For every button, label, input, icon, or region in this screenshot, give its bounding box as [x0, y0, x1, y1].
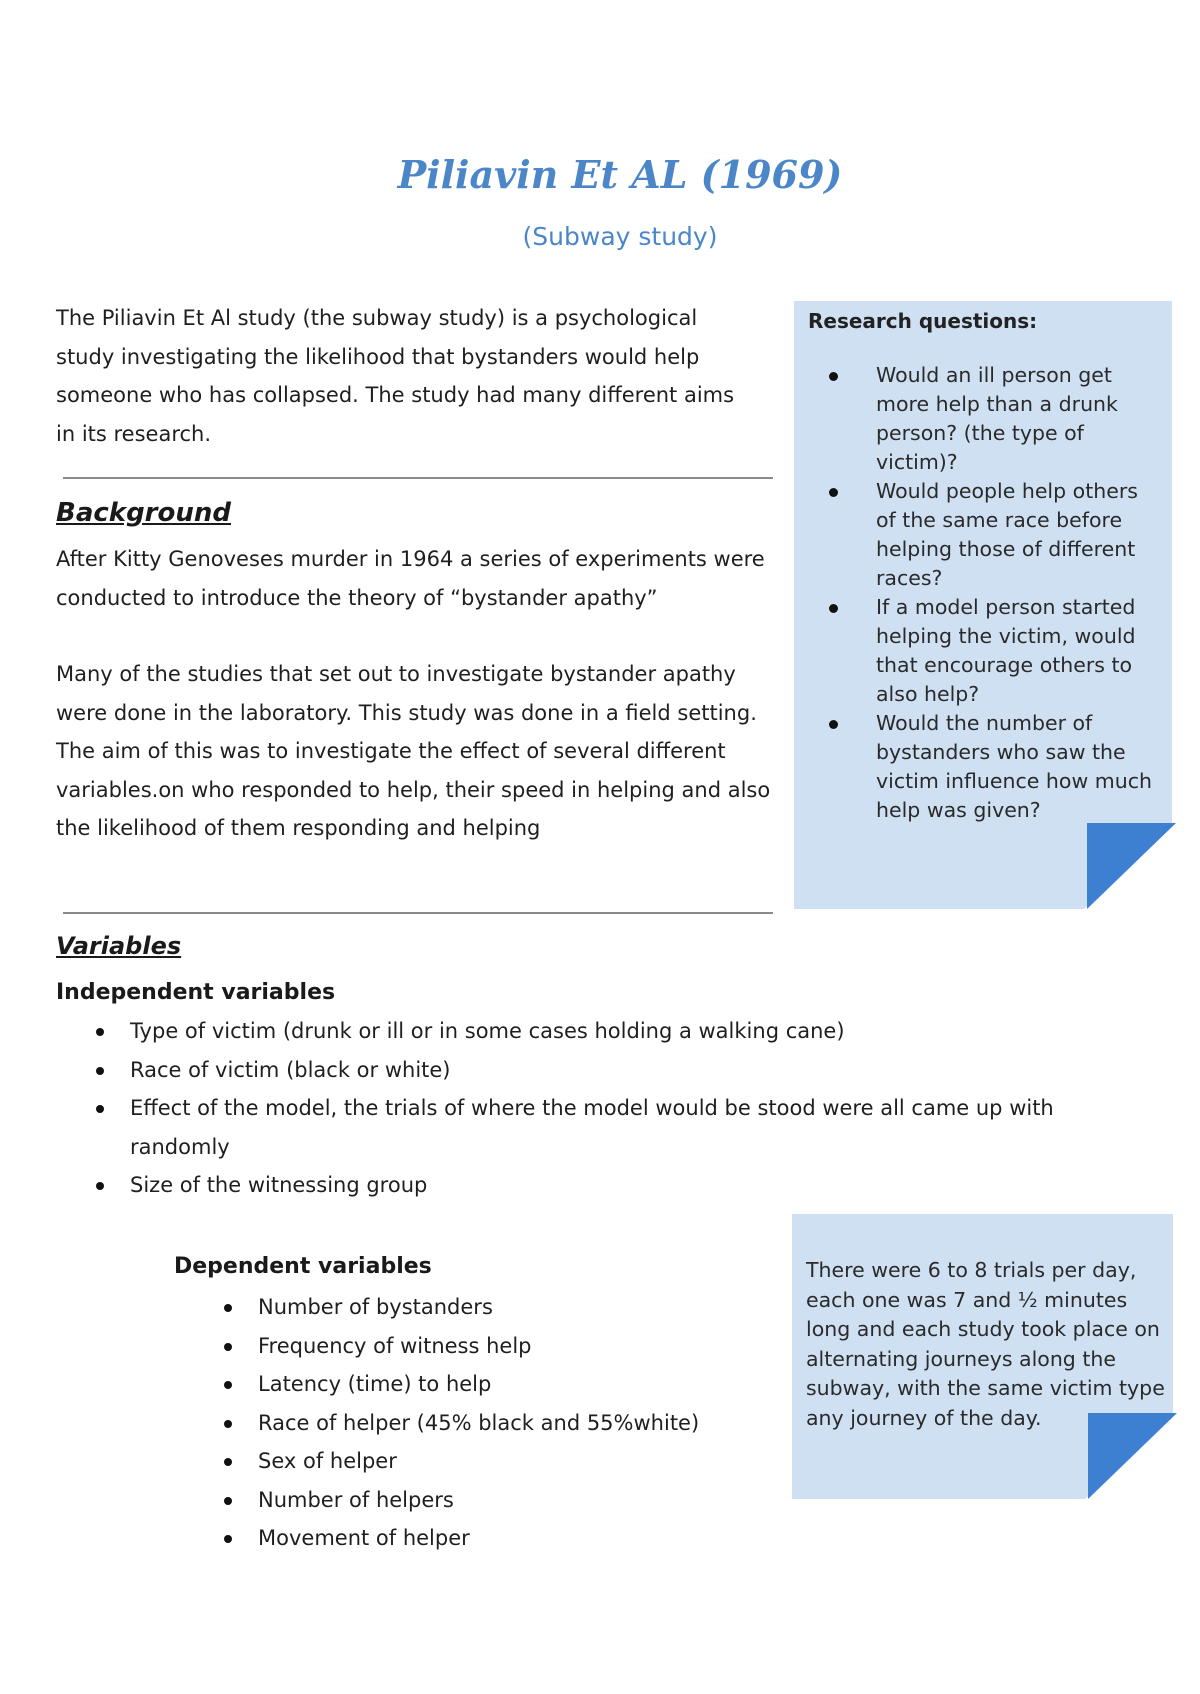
list-item: If a model person started helping the victim, would that encourage others to also help?	[876, 593, 1156, 709]
background-heading: Background	[56, 498, 231, 528]
list-item: Race of victim (black or white)	[130, 1051, 1120, 1090]
list-item: Type of victim (drunk or ill or in some cases holding a walking cane)	[130, 1012, 1120, 1051]
list-item: Latency (time) to help	[258, 1365, 818, 1404]
intro-paragraph: The Piliavin Et Al study (the subway study) is a psychological study investigating the likelihood that bystanders would help someone who has collapsed. The study had many different aims in its research.	[56, 306, 735, 446]
bullet-icon	[224, 1381, 232, 1389]
page-fold-icon	[1085, 1413, 1177, 1499]
list-item: Movement of helper	[258, 1519, 818, 1558]
bullet-icon	[224, 1497, 232, 1505]
dependent-variables-heading: Dependent variables	[174, 1254, 432, 1279]
list-item: Size of the witnessing group	[130, 1166, 1120, 1205]
research-questions-note	[794, 301, 1172, 909]
bullet-icon	[224, 1535, 232, 1543]
bullet-icon	[96, 1067, 104, 1075]
divider	[63, 912, 773, 914]
bullet-icon	[96, 1182, 104, 1190]
list-item: Race of helper (45% black and 55%white)	[258, 1404, 818, 1443]
research-questions-heading: Research questions:	[808, 309, 1038, 333]
bullet-icon	[224, 1304, 232, 1312]
variables-heading: Variables	[56, 932, 182, 960]
bullet-icon	[224, 1420, 232, 1428]
list-item: Would an ill person get more help than a drunk person? (the type of victim)?	[876, 361, 1156, 477]
list-item: Frequency of witness help	[258, 1327, 818, 1366]
bullet-icon	[96, 1105, 104, 1113]
list-item: Would the number of bystanders who saw the victim influence how much help was given?	[876, 709, 1156, 825]
bullet-icon	[829, 720, 838, 729]
list-item: Number of helpers	[258, 1481, 818, 1520]
bullet-icon	[829, 488, 838, 497]
list-item: Sex of helper	[258, 1442, 818, 1481]
list-item: Number of bystanders	[258, 1288, 818, 1327]
background-section	[56, 540, 786, 886]
bullet-icon	[224, 1458, 232, 1466]
research-questions-list	[876, 361, 1156, 825]
list-item: Effect of the model, the trials of where the model would be stood were all came up with randomly	[130, 1089, 1120, 1166]
bullet-icon	[96, 1028, 104, 1036]
trials-note	[792, 1214, 1173, 1499]
background-paragraph-1: After Kitty Genoveses murder in 1964 a series of experiments were conducted to introduce the theory of “bystander apathy”	[56, 547, 765, 610]
bullet-icon	[829, 372, 838, 381]
background-paragraph-2: Many of the studies that set out to investigate bystander apathy were done in the laboratory. This study was done in a field setting. The aim of this was to investigate the effect of several different variables.on who responded to help, their speed in helping and also the likelihood of them responding and helping	[56, 662, 771, 840]
divider	[63, 477, 773, 479]
page-fold-icon	[1084, 823, 1176, 909]
bullet-icon	[224, 1343, 232, 1351]
independent-variables-list	[130, 1012, 1120, 1205]
trials-note-text: There were 6 to 8 trials per day, each one was 7 and ½ minutes long and each study took place on alternating journeys along the subway, with the same victim type any journey of the day.	[806, 1258, 1165, 1430]
independent-variables-heading: Independent variables	[56, 980, 336, 1005]
list-item: Would people help others of the same race before helping those of different races?	[876, 477, 1156, 593]
page-title: Piliavin Et AL (1969)	[397, 152, 843, 197]
page-subtitle: (Subway study)	[522, 222, 718, 251]
bullet-icon	[829, 604, 838, 613]
dependent-variables-list	[258, 1288, 818, 1558]
